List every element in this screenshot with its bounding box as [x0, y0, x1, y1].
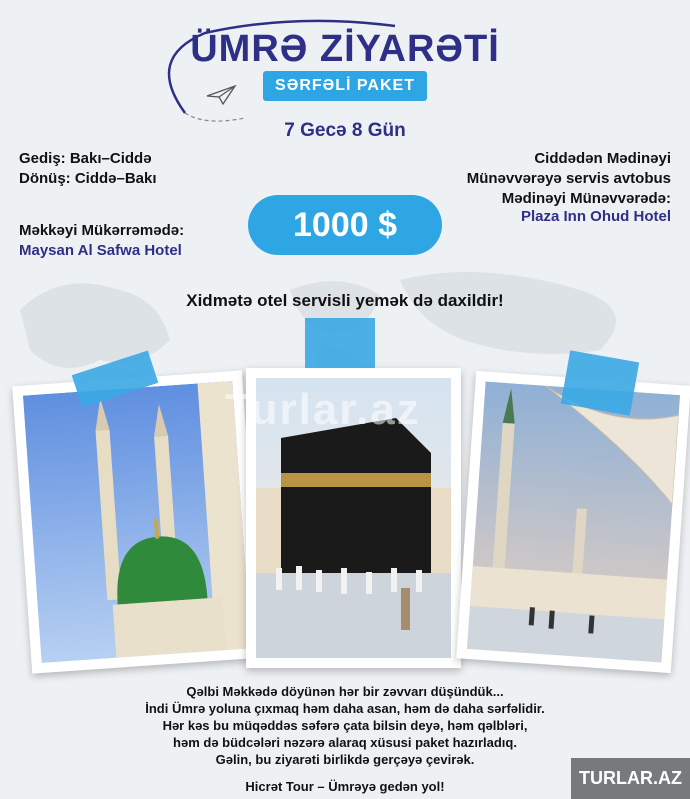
paper-plane-icon: [205, 84, 237, 106]
site-brand-badge[interactable]: TURLAR.AZ: [571, 758, 690, 799]
trip-duration: 7 Gecə 8 Gün: [284, 120, 406, 141]
return-route: Dönüş: Ciddə–Bakı: [19, 170, 157, 187]
message-line-4: həm də büdcələri nəzərə alaraq xüsusi paket hazırladıq.: [173, 735, 517, 750]
medina-hotel-label: Mədinəyi Münəvvərədə:: [501, 190, 671, 207]
message-line-5: Gəlin, bu ziyarəti birlikdə gerçəyə çevirək.: [215, 752, 475, 767]
tape-middle: [305, 318, 375, 368]
mecca-hotel-name: Maysan Al Safwa Hotel: [19, 242, 182, 259]
package-badge: SƏRFƏLİ PAKET: [263, 71, 427, 101]
message-line-1: Qəlbi Məkkədə döyünən hər bir zəvvarı düşündük...: [186, 684, 504, 699]
medina-hotel-name: Plaza Inn Ohud Hotel: [520, 208, 671, 225]
departure-route: Gediş: Bakı–Ciddə: [19, 150, 152, 167]
price-badge: 1000 $: [248, 195, 442, 255]
message-line-3: Hər kəs bu müqəddəs səfərə çata bilsin deyə, həm qəlbləri,: [162, 718, 528, 733]
photo-medina-mosque: [456, 371, 690, 673]
meal-included-tagline: Xidmətə otel servisli yemək də daxildir!: [186, 291, 504, 310]
mecca-hotel-label: Məkkəyi Mükərrəmədə:: [19, 222, 185, 239]
page-title: ÜMRƏ ZİYARƏTİ: [190, 28, 500, 70]
transfer-line-2: Münəvvərəyə servis avtobus: [466, 170, 671, 187]
transfer-line-1: Ciddədən Mədinəyi: [534, 150, 671, 167]
slogan: Hicrət Tour – Ümrəyə gedən yol!: [245, 779, 445, 794]
watermark: Turlar.az: [225, 385, 421, 434]
message-line-2: İndi Ümrə yoluna çıxmaq həm daha asan, həm də daha sərfəlidir.: [145, 701, 545, 716]
